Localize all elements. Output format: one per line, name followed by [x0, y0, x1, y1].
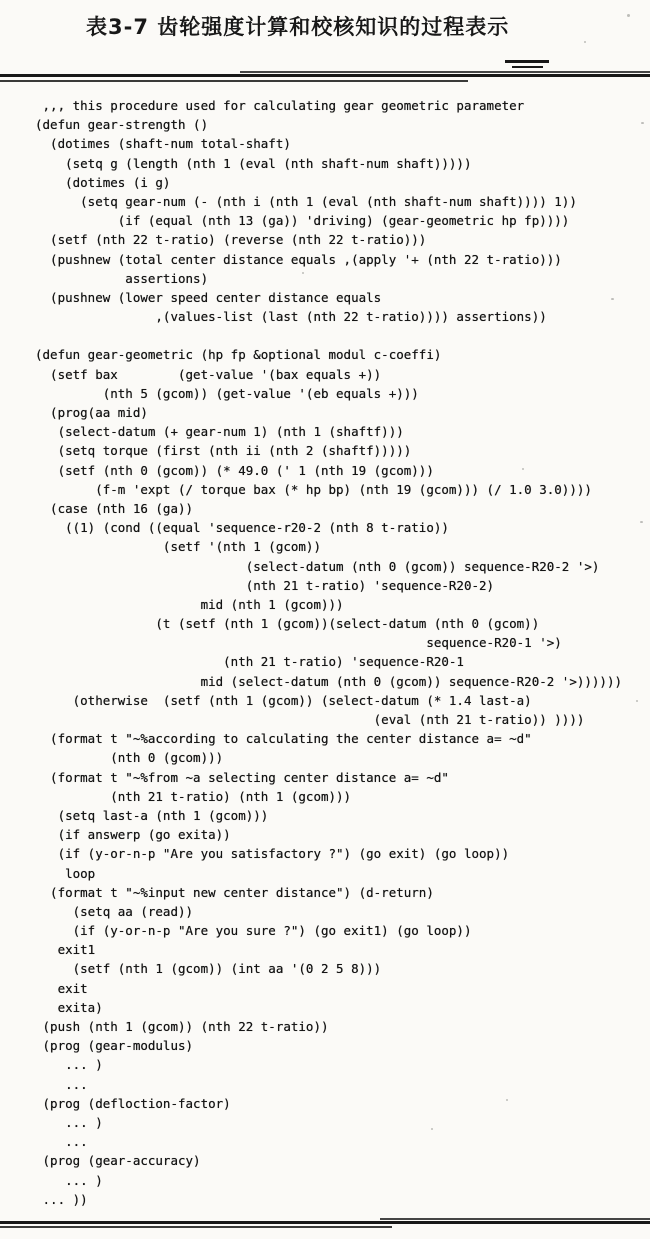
- code-line: exita): [35, 999, 103, 1015]
- top-rule-heavy: [0, 74, 650, 77]
- scan-speck: [584, 41, 586, 43]
- code-line: (push (nth 1 (gcom)) (nth 22 t-ratio)): [35, 1019, 329, 1034]
- code-line: (prog(aa mid): [35, 405, 148, 420]
- code-line: (format t "~%from ~a selecting center distance a= ~d": [35, 769, 449, 785]
- code-line: ... ): [35, 1172, 103, 1188]
- code-line: (nth 21 t-ratio) 'sequence-R20-2): [35, 577, 495, 593]
- top-rule-upper-right: [240, 71, 650, 73]
- code-line: (if (y-or-n-p "Are you sure ?") (go exit1) (go loop)): [35, 923, 472, 939]
- code-line: exit1: [35, 942, 96, 958]
- code-line: (prog (defloction-factor): [35, 1095, 231, 1111]
- code-line: ...: [35, 1134, 88, 1150]
- code-line: (dotimes (shaft-num total-shaft): [35, 136, 291, 152]
- code-line: ... )): [35, 1191, 88, 1207]
- scan-speck: [640, 521, 643, 523]
- code-line: (prog (gear-accuracy): [35, 1153, 201, 1169]
- bottom-rule-upper-right: [380, 1218, 650, 1220]
- code-line: (nth 0 (gcom))): [35, 750, 224, 766]
- code-line: (f-m 'expt (/ torque bax (* hp bp) (nth 19 (gcom))) (/ 1.0 3.0)))): [35, 481, 592, 497]
- code-line: assertions): [35, 270, 209, 286]
- code-line: mid (select-datum (nth 0 (gcom)) sequence-R20-2 '>)))))): [35, 673, 622, 689]
- code-line: (setf (nth 22 t-ratio) (reverse (nth 22 t-ratio))): [35, 232, 427, 248]
- code-line: (setf (nth 1 (gcom)) (int aa '(0 2 5 8))): [35, 961, 382, 977]
- code-line: (select-datum (+ gear-num 1) (nth 1 (shaftf))): [35, 424, 404, 440]
- code-line: ,,, this procedure used for calculating gear geometric parameter: [35, 98, 525, 113]
- code-line: (pushnew (total center distance equals ,(apply '+ (nth 22 t-ratio))): [35, 251, 562, 267]
- code-line: (format t "~%according to calculating the center distance a= ~d": [35, 731, 532, 747]
- code-line: ... ): [35, 1114, 103, 1130]
- code-line: (format t "~%input new center distance") (d-return): [35, 884, 434, 900]
- code-line: (setq torque (first (nth ii (nth 2 (shaftf))))): [35, 443, 412, 459]
- code-line: (pushnew (lower speed center distance equals: [35, 289, 382, 305]
- code-line: (setf '(nth 1 (gcom)): [35, 539, 321, 555]
- code-line: (case (nth 16 (ga)): [35, 500, 194, 516]
- code-line: ... ): [35, 1057, 103, 1073]
- code-line: (dotimes (i g): [35, 174, 171, 190]
- code-line: (t (setf (nth 1 (gcom))(select-datum (nth 0 (gcom)): [35, 616, 540, 632]
- code-line: (setf bax (get-value '(bax equals +)): [35, 366, 382, 382]
- code-line: (prog (gear-modulus): [35, 1038, 194, 1054]
- code-line: (if (y-or-n-p "Are you satisfactory ?") (go exit) (go loop)): [35, 846, 510, 862]
- code-line: (otherwise (setf (nth 1 (gcom)) (select-datum (* 1.4 last-a): [35, 692, 532, 708]
- scan-speck: [627, 14, 630, 17]
- scan-speck: [641, 122, 644, 124]
- code-line: (setq gear-num (- (nth i (nth 1 (eval (nth shaft-num shaft)))) 1)): [35, 193, 577, 209]
- code-line: loop: [35, 865, 96, 881]
- code-line: exit: [35, 980, 88, 996]
- code-line: ...: [35, 1076, 88, 1092]
- scan-speck: [302, 272, 304, 274]
- code-line: (setq aa (read)): [35, 903, 194, 919]
- code-line: (setq last-a (nth 1 (gcom))): [35, 807, 269, 823]
- code-line: (defun gear-geometric (hp fp &optional modul c-coeffi): [35, 347, 442, 363]
- code-line: (nth 21 t-ratio) (nth 1 (gcom))): [35, 788, 352, 804]
- table-title: 表3-7 齿轮强度计算和校核知识的过程表示: [86, 15, 510, 39]
- code-line: ((1) (cond ((equal 'sequence-r20-2 (nth 8 t-ratio)): [35, 520, 449, 536]
- code-line: (eval (nth 21 t-ratio)) )))): [35, 712, 585, 727]
- top-rule-dash-small: [512, 66, 543, 68]
- code-line: (nth 21 t-ratio) 'sequence-R20-1: [35, 654, 464, 670]
- code-line: (if (equal (nth 13 (ga)) 'driving) (gear-geometric hp fp)))): [35, 213, 570, 229]
- code-line: (setq g (length (nth 1 (eval (nth shaft-num shaft))))): [35, 155, 472, 171]
- scan-speck: [522, 468, 524, 470]
- code-line: mid (nth 1 (gcom))): [35, 596, 344, 612]
- bottom-rule-heavy: [0, 1221, 650, 1224]
- lisp-code-listing: [35, 96, 622, 1209]
- scan-speck: [506, 1099, 508, 1101]
- code-line: [35, 326, 622, 345]
- code-line: (setf (nth 0 (gcom)) (* 49.0 (' 1 (nth 19 (gcom))): [35, 462, 434, 478]
- code-line: ,(values-list (last (nth 22 t-ratio)))) assertions)): [35, 309, 547, 325]
- bottom-rule-thin: [0, 1226, 392, 1228]
- code-line: (nth 5 (gcom)) (get-value '(eb equals +))): [35, 385, 419, 401]
- code-line: (if answerp (go exita)): [35, 827, 231, 843]
- top-rule-thin: [0, 80, 468, 82]
- scan-speck: [636, 700, 638, 702]
- code-line: (defun gear-strength (): [35, 117, 209, 133]
- scan-speck: [431, 1128, 433, 1130]
- scan-speck: [611, 298, 614, 300]
- top-rule-dash: [505, 60, 549, 63]
- code-line: (select-datum (nth 0 (gcom)) sequence-R20-2 '>): [35, 558, 600, 574]
- code-line: sequence-R20-1 '>): [35, 635, 562, 651]
